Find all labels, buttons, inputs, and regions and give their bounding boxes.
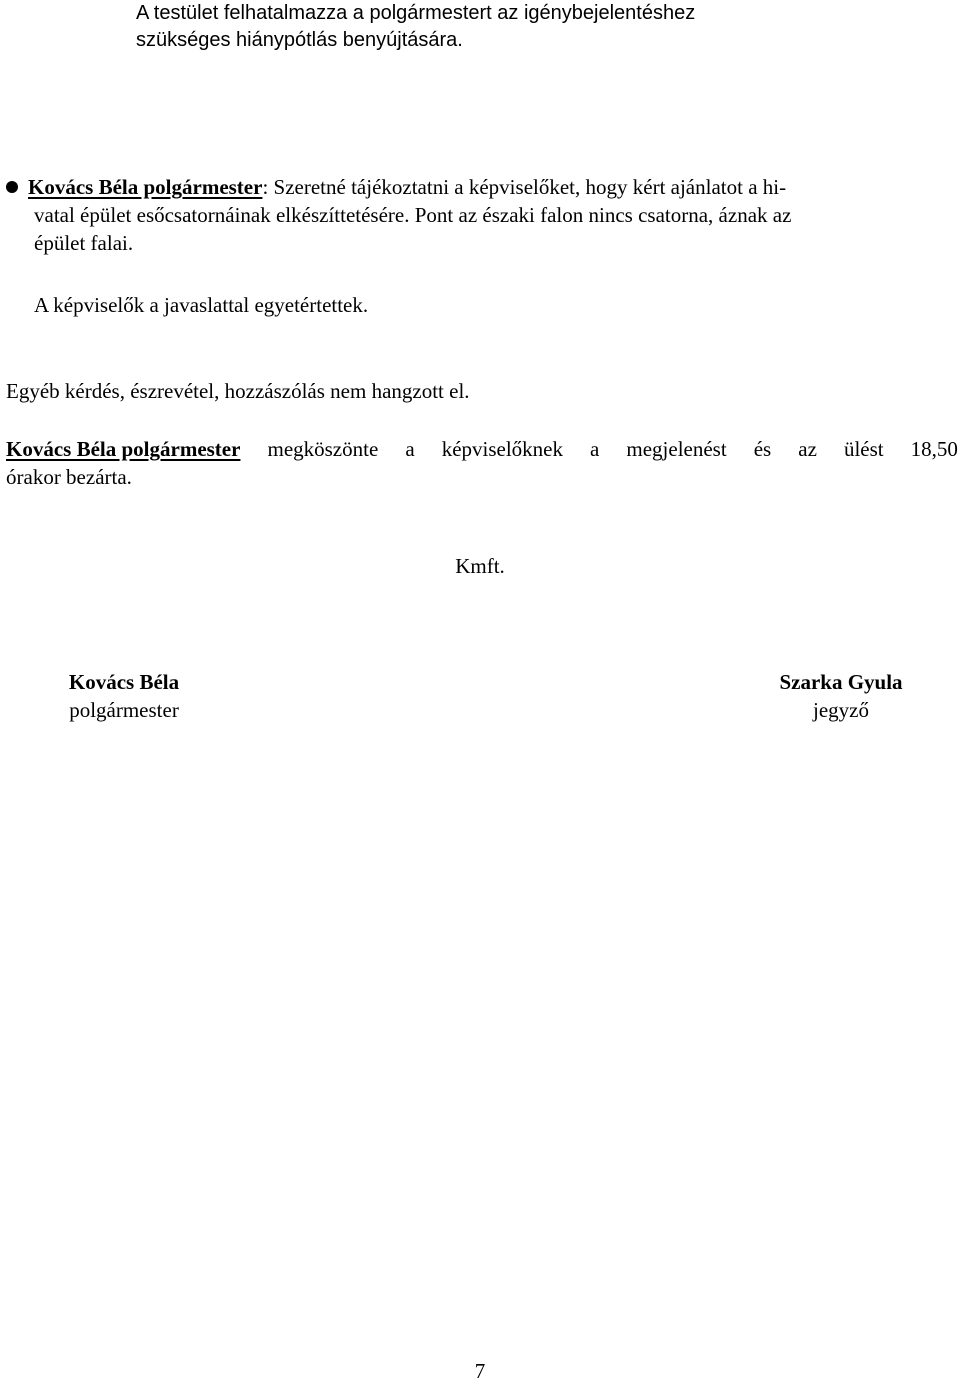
signature-left — [58, 668, 190, 724]
closing-word: képviselőknek — [441, 437, 563, 461]
closing-speaker-name: Kovács Béla polgármester — [6, 437, 241, 461]
agreement-text: A képviselők a javaslattal egyetértettek. — [34, 293, 369, 317]
bullet-line-1 — [6, 173, 956, 201]
kmft-label: Kmft. — [455, 554, 505, 578]
closing-word: a — [405, 437, 415, 461]
closing-word: megjelenést — [626, 437, 727, 461]
closing-paragraph — [6, 435, 958, 491]
signature-right-title: jegyző — [813, 698, 869, 722]
bullet-line-1-text: Szeretné tájékoztatni a képviselőket, hogy kért ajánlatot a hi- — [268, 175, 787, 199]
closing-word: és — [753, 437, 772, 461]
intro-line-1: A testület felhatalmazza a polgármestert az igénybejelentéshez — [136, 2, 696, 24]
closing-word: 18,50 — [910, 437, 958, 461]
closing-word: ülést — [843, 437, 884, 461]
bullet-line-3: épület falai. — [34, 231, 134, 255]
intro-line-2: szükséges hiánypótlás benyújtására. — [136, 29, 463, 51]
intro-paragraph — [136, 0, 896, 54]
closing-line-1 — [6, 435, 958, 463]
bullet-line-2: vatal épület esőcsatornáinak elkészíttetésére. Pont az északi falon nincs csatorna, áznak az — [34, 203, 792, 227]
signature-left-name: Kovács Béla — [68, 670, 180, 694]
bullet-colon: : — [262, 175, 269, 199]
other-remarks-text: Egyéb kérdés, észrevétel, hozzászólás nem hangzott el. — [6, 379, 470, 403]
closing-word: a — [590, 437, 600, 461]
closing-word: megköszönte — [267, 437, 379, 461]
bullet-speaker-name: Kovács Béla polgármester — [28, 175, 263, 199]
signature-right-name: Szarka Gyula — [779, 670, 903, 694]
signature-right — [767, 668, 915, 724]
page-number: 7 — [474, 1359, 486, 1383]
signature-left-title: polgármester — [69, 698, 179, 722]
bullet-paragraph — [6, 173, 956, 257]
closing-line-2: órakor bezárta. — [6, 465, 132, 489]
bullet-dot-icon — [6, 181, 18, 193]
closing-word: az — [798, 437, 817, 461]
